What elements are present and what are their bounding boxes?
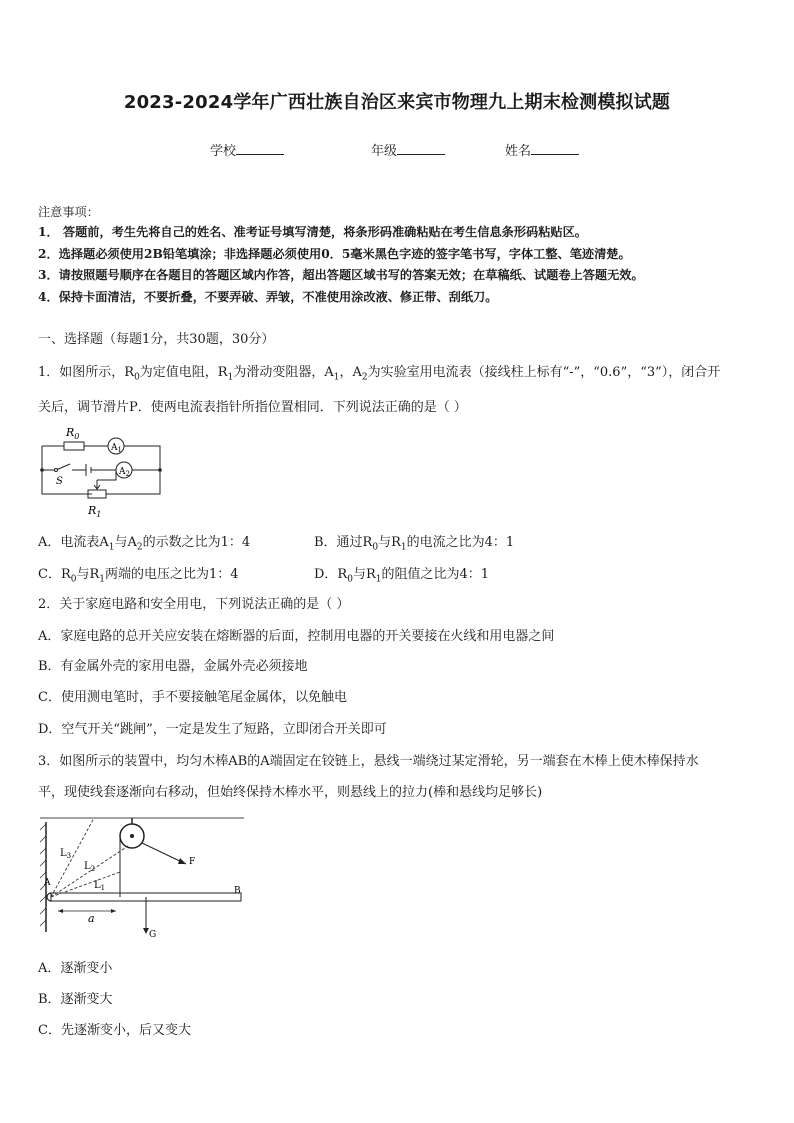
grade-blank[interactable] bbox=[397, 142, 445, 155]
note-item: 2．选择题必须使用2B铅笔填涂；非选择题必须使用0．5毫米黑色字迹的签字笔书写，字体工整、笔迹清楚。 bbox=[38, 247, 631, 261]
switch-label: S bbox=[56, 476, 63, 487]
school-label: 学校 bbox=[210, 144, 237, 159]
gravity-label: G bbox=[149, 930, 157, 940]
r1-label: $R_1$ bbox=[88, 504, 102, 518]
name-field bbox=[505, 140, 579, 159]
force-label: F bbox=[189, 857, 196, 867]
note-item: 1． 答题前，考生先将自己的姓名、准考证号填写清楚，将条形码准确粘贴在考生信息条形码粘贴区。 bbox=[38, 225, 587, 239]
q2-option-c[interactable]: C．使用测电笔时，手不要接触笔尾金属体，以免触电 bbox=[38, 690, 347, 705]
name-label: 姓名 bbox=[505, 144, 532, 159]
name-blank[interactable] bbox=[531, 142, 579, 155]
length-a-label: a bbox=[88, 912, 95, 925]
point-b-label: B bbox=[234, 886, 241, 896]
ammeter-a1-label: $A_1$ bbox=[111, 443, 122, 454]
grade-label: 年级 bbox=[371, 144, 398, 159]
q2-option-d[interactable]: D．空气开关“跳闸”，一定是发生了短路，立即闭合开关即可 bbox=[38, 722, 387, 737]
q1-option-a[interactable]: A．电流表$A_1$与$A_2$的示数之比为1：4 bbox=[38, 535, 251, 553]
grade-field bbox=[371, 140, 445, 159]
q2-option-a[interactable]: A．家庭电路的总开关应安装在熔断器的后面，控制用电器的开关要接在火线和用电器之间 bbox=[38, 629, 555, 644]
q1-stem-line1: 1．如图所示，$R_0$为定值电阻，$R_1$为滑动变阻器，$A_1$，$A_2$为实验室用电流表（接线柱上标有“-”，“0.6”，“3”），闭合开 bbox=[38, 365, 721, 383]
circuit-diagram bbox=[36, 422, 166, 518]
q1-stem-line2: 关后，调节滑片P．使两电流表指针所指位置相同．下列说法正确的是（ ） bbox=[38, 400, 467, 415]
point-a-label: A bbox=[44, 878, 51, 888]
q3-option-b[interactable]: B．逐渐变大 bbox=[38, 992, 113, 1007]
notes-heading: 注意事项： bbox=[38, 205, 99, 219]
q1-option-d[interactable]: D．$R_0$与$R_1$的阻值之比为4：1 bbox=[314, 567, 490, 585]
q1-option-b[interactable]: B．通过$R_0$与$R_1$的电流之比为4：1 bbox=[314, 535, 515, 553]
q3-stem-line1: 3．如图所示的装置中，均匀木棒AB的A端固定在铰链上，悬线一端绕过某定滑轮，另一端套在木棒上使木棒保持水 bbox=[38, 754, 699, 769]
lever-pulley-diagram bbox=[36, 812, 248, 944]
l2-label: $L_2$ bbox=[84, 861, 96, 873]
r0-label: $R_0$ bbox=[66, 426, 80, 441]
l1-label: $L_1$ bbox=[94, 880, 106, 892]
q2-option-b[interactable]: B．有金属外壳的家用电器，金属外壳必须接地 bbox=[38, 659, 308, 674]
q3-stem-line2: 平，现使线套逐渐向右移动，但始终保持木棒水平，则悬线上的拉力(棒和悬线均足够长) bbox=[38, 785, 543, 800]
ammeter-a2-label: $A_2$ bbox=[119, 467, 130, 478]
page-title: 2023-2024学年广西壮族自治区来宾市物理九上期末检测模拟试题 bbox=[123, 92, 671, 113]
l3-label: $L_3$ bbox=[60, 848, 72, 860]
q3-option-a[interactable]: A．逐渐变小 bbox=[38, 961, 113, 976]
q1-option-c[interactable]: C．$R_0$与$R_1$两端的电压之比为1：4 bbox=[38, 567, 239, 585]
school-blank[interactable] bbox=[236, 142, 284, 155]
note-item: 4．保持卡面清洁，不要折叠，不要弄破、弄皱，不准使用涂改液、修正带、刮纸刀。 bbox=[38, 290, 498, 304]
q3-option-c[interactable]: C．先逐渐变小，后又变大 bbox=[38, 1023, 191, 1038]
note-item: 3．请按照题号顺序在各题目的答题区域内作答，超出答题区域书写的答案无效；在草稿纸、试题卷上答题无效。 bbox=[38, 268, 644, 282]
section-heading: 一、选择题（每题1分，共30题，30分） bbox=[38, 332, 275, 347]
school-field bbox=[210, 140, 284, 159]
q2-stem: 2．关于家庭电路和安全用电，下列说法正确的是（ ） bbox=[38, 597, 350, 612]
